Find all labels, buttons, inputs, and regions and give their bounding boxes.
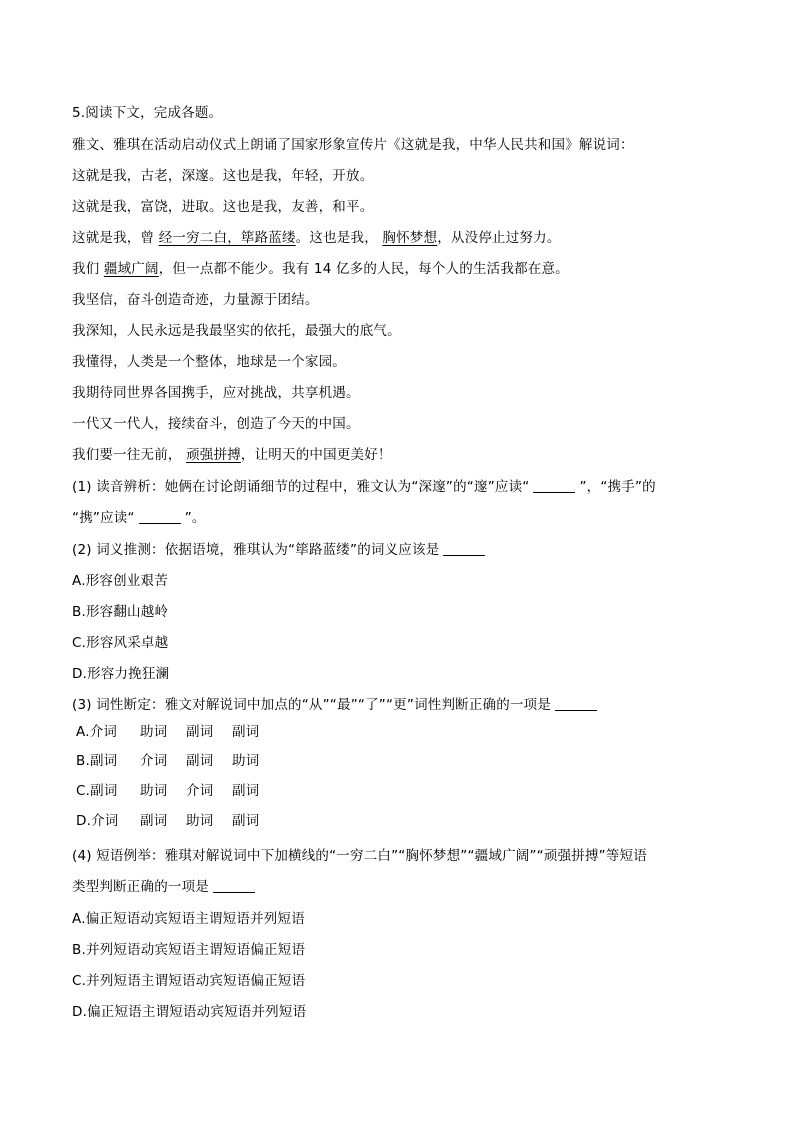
poem-line-3-a: 这就是我，曾	[72, 230, 159, 246]
q3-b-3: 副词	[186, 753, 214, 769]
q3-c-3: 介词	[186, 783, 214, 799]
q3-b-2: 介词	[140, 753, 168, 769]
q4-option-b: B.并列短语动宾短语主谓短语偏正短语	[72, 942, 306, 958]
q3-b-1: B.副词	[76, 753, 118, 769]
q4-stem-line-1: (4) 短语例举：雅琪对解说词中下加横线的“一穷二白”“胸怀梦想”“疆域广阔”“顽强拼搏”等短语	[72, 848, 647, 864]
answer-blank-q3[interactable]	[555, 696, 597, 711]
q3-a-2: 助词	[140, 724, 168, 740]
q1-text-d: ”。	[184, 510, 206, 526]
underlined-phrase-jiangyu: 疆域广阔	[103, 261, 159, 277]
poem-line-10	[72, 446, 392, 464]
poem-line-9: 一代又一代人，接续奋斗，创造了今天的中国。	[72, 416, 360, 432]
poem-line-4-b: ，但一点都不能少。我有 14 亿多的人民，每个人的生活我都在意。	[158, 261, 569, 277]
q1-text-c: “携”应读“	[72, 510, 135, 526]
q4-stem-line-2	[72, 878, 259, 896]
q2-option-c: C.形容风采卓越	[72, 635, 169, 651]
q4-option-d: D.偏正短语主谓短语动宾短语并列短语	[72, 1004, 307, 1020]
q3-c-2: 助词	[140, 783, 168, 799]
q4-stem-text-2: 类型判断正确的一项是	[72, 879, 209, 895]
q3-stem-text: (3) 词性断定：雅文对解说词中加点的“从”“最”“了”“更”词性判断正确的一项是	[72, 697, 552, 713]
poem-line-10-a: 我们要一往无前，	[72, 447, 187, 463]
poem-line-2: 这就是我，富饶，进取。这也是我，友善，和平。	[72, 199, 374, 215]
q3-a-1: A.介词	[76, 724, 118, 740]
q1-line-2	[72, 509, 206, 527]
intro-text: 雅文、雅琪在活动启动仪式上朗诵了国家形象宣传片《这就是我，中华人民共和国》解说词：	[72, 137, 634, 153]
poem-line-6: 我深知，人民永远是我最坚实的依托，最强大的底气。	[72, 323, 401, 339]
poem-line-5: 我坚信，奋斗创造奇迹，力量源于团结。	[72, 292, 319, 308]
q4-option-c: C.并列短语主谓短语动宾短语偏正短语	[72, 973, 306, 989]
underlined-phrase-wanqiang: 顽强拼搏	[186, 447, 241, 463]
q3-option-c	[76, 782, 278, 800]
q3-option-d	[76, 812, 278, 830]
q3-d-3: 助词	[186, 813, 214, 829]
q3-c-1: C.副词	[76, 783, 118, 799]
poem-line-8: 我期待同世界各国携手，应对挑战，共享机遇。	[72, 385, 360, 401]
q3-b-4: 助词	[232, 753, 260, 769]
underlined-phrase-yiqiong: 经一穷二白，筚路蓝缕	[158, 230, 296, 246]
q3-d-1: D.介词	[76, 813, 119, 829]
q3-d-4: 副词	[232, 813, 260, 829]
q1-text-b: ”，“携手”的	[579, 479, 656, 495]
poem-line-10-b: ，让明天的中国更美好！	[240, 447, 392, 463]
underlined-phrase-xionghuai: 胸怀梦想	[382, 230, 438, 246]
q3-d-2: 副词	[140, 813, 168, 829]
poem-line-7: 我懂得，人类是一个整体，地球是一个家园。	[72, 354, 346, 370]
q3-a-3: 副词	[186, 724, 214, 740]
poem-line-3	[72, 229, 561, 247]
q3-option-a	[76, 723, 278, 741]
poem-line-3-c: ，从没停止过努力。	[437, 230, 561, 246]
q2-option-b: B.形容翻山越岭	[72, 604, 169, 620]
q3-a-4: 副词	[232, 724, 260, 740]
answer-blank-q2[interactable]	[443, 541, 485, 556]
q2-stem-text: (2) 词义推测：依据语境，雅琪认为“筚路蓝缕”的词义应该是	[72, 542, 440, 558]
q1-line-1	[72, 478, 656, 496]
q3-option-b	[76, 752, 278, 770]
q1-text-a: (1) 读音辨析：她俩在讨论朗诵细节的过程中，雅文认为“深邃”的“邃”应读“	[72, 479, 530, 495]
answer-blank-sui[interactable]	[533, 478, 575, 493]
answer-blank-xie[interactable]	[139, 509, 181, 524]
q3-c-4: 副词	[232, 783, 260, 799]
q2-option-d: D.形容力挽狂澜	[72, 666, 170, 682]
poem-line-3-b: 。这也是我，	[295, 230, 383, 246]
q4-option-a: A.偏正短语动宾短语主谓短语并列短语	[72, 911, 305, 927]
q2-stem	[72, 541, 489, 559]
question-header: 5.阅读下文，完成各题。	[72, 105, 223, 121]
poem-line-4-a: 我们	[72, 261, 104, 277]
q2-option-a: A.形容创业艰苦	[72, 573, 168, 589]
answer-blank-q4[interactable]	[213, 878, 255, 893]
q3-stem	[72, 696, 601, 714]
poem-line-4	[72, 260, 569, 278]
poem-line-1: 这就是我，古老，深邃。这也是我，年轻，开放。	[72, 168, 374, 184]
